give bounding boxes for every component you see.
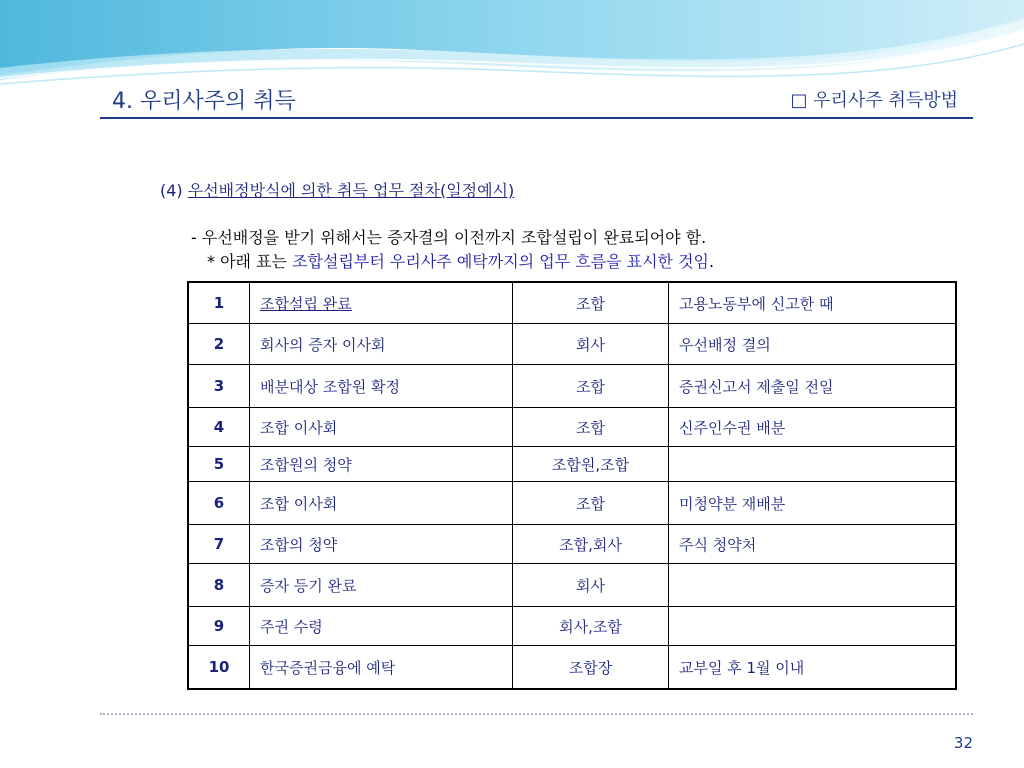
table-row <box>188 482 956 525</box>
step-task: 조합 이사회 <box>250 482 513 525</box>
step-number: 8 <box>188 564 250 607</box>
table-row <box>188 646 956 690</box>
table-row <box>188 282 956 324</box>
step-party: 조합,회사 <box>513 525 669 564</box>
step-task <box>250 282 513 324</box>
note-line-2 <box>207 249 714 272</box>
table-row <box>188 365 956 408</box>
step-number: 4 <box>188 408 250 447</box>
table-row <box>188 607 956 646</box>
step-party: 조합 <box>513 482 669 525</box>
table-row <box>188 564 956 607</box>
step-number: 10 <box>188 646 250 690</box>
table-row <box>188 525 956 564</box>
step-party: 조합 <box>513 408 669 447</box>
step-remark <box>669 447 957 482</box>
step-party: 회사,조합 <box>513 607 669 646</box>
slide-title: 4. 우리사주의 취득 <box>112 89 296 114</box>
step-number: 1 <box>188 282 250 324</box>
step-party: 조합 <box>513 365 669 408</box>
table-row <box>188 447 956 482</box>
step-task: 주권 수령 <box>250 607 513 646</box>
note-line-2-prefix: * 아래 표는 <box>207 252 287 271</box>
header-wave-banner <box>0 0 1024 95</box>
step-party: 회사 <box>513 564 669 607</box>
step-number: 6 <box>188 482 250 525</box>
step-task: 조합원의 청약 <box>250 447 513 482</box>
step-remark: 미청약분 재배분 <box>669 482 957 525</box>
step-task-link[interactable]: 조합설립 완료 <box>260 294 352 313</box>
step-task: 증자 등기 완료 <box>250 564 513 607</box>
step-task: 회사의 증자 이사회 <box>250 324 513 365</box>
step-number: 7 <box>188 525 250 564</box>
note-line-1: - 우선배정을 받기 위해서는 증자결의 이전까지 조합설립이 완료되어야 함. <box>191 228 707 247</box>
table-row <box>188 324 956 365</box>
step-task: 배분대상 조합원 확정 <box>250 365 513 408</box>
page-number: 32 <box>953 734 973 752</box>
section-heading-text: 우선배정방식에 의한 취득 업무 절차(일정예시) <box>187 181 515 200</box>
step-number: 3 <box>188 365 250 408</box>
step-number: 2 <box>188 324 250 365</box>
step-party: 회사 <box>513 324 669 365</box>
step-party: 조합 <box>513 282 669 324</box>
slide-subtitle: □ 우리사주 취득방법 <box>790 90 958 111</box>
procedure-table <box>187 281 957 690</box>
step-party: 조합원,조합 <box>513 447 669 482</box>
footer-divider <box>100 713 973 715</box>
step-remark: 증권신고서 제출일 전일 <box>669 365 957 408</box>
step-remark: 우선배정 결의 <box>669 324 957 365</box>
step-task: 조합의 청약 <box>250 525 513 564</box>
note-line-2-highlight: 조합설립부터 우리사주 예탁까지의 업무 흐름을 표시한 것임 <box>292 252 710 271</box>
step-remark: 교부일 후 1월 이내 <box>669 646 957 690</box>
step-number: 5 <box>188 447 250 482</box>
section-number: (4) <box>160 181 183 200</box>
step-remark <box>669 607 957 646</box>
step-remark <box>669 564 957 607</box>
step-number: 9 <box>188 607 250 646</box>
section-heading <box>160 178 514 201</box>
step-task: 한국증권금융에 예탁 <box>250 646 513 690</box>
step-party: 조합장 <box>513 646 669 690</box>
step-remark: 신주인수권 배분 <box>669 408 957 447</box>
step-remark: 고용노동부에 신고한 때 <box>669 282 957 324</box>
table-row <box>188 408 956 447</box>
step-task: 조합 이사회 <box>250 408 513 447</box>
title-divider <box>100 117 973 119</box>
note-line-2-suffix: . <box>709 252 715 271</box>
step-remark: 주식 청약처 <box>669 525 957 564</box>
